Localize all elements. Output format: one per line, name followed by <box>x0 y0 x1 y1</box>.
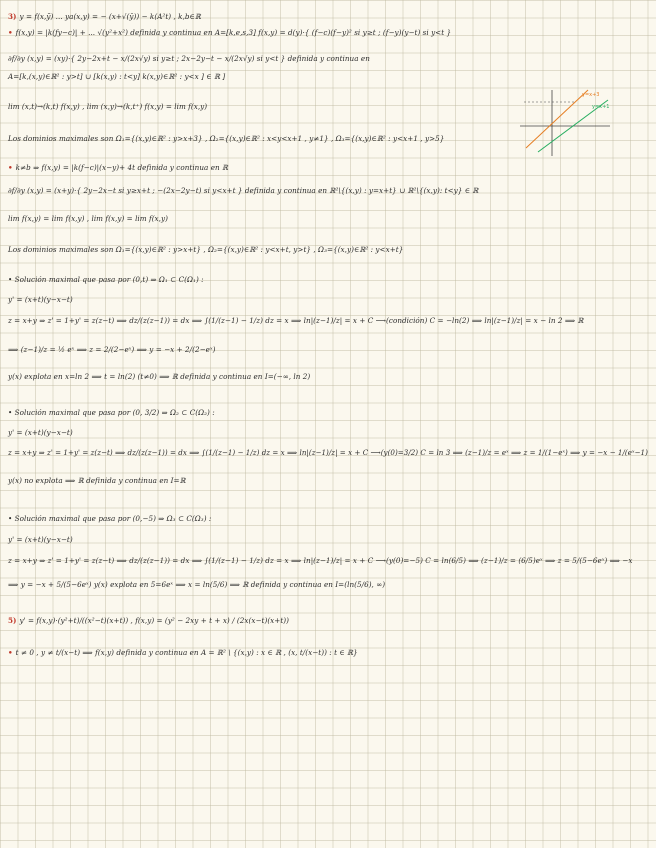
note-text: • Solución maximal que pasa por (0, 3/2) ⇒ Ω₂ ⊂ C(Ω₂) : <box>8 408 215 417</box>
note-line <box>8 295 73 304</box>
note-text: z = x+y ⇒ z' = 1+y' = z(z−t) ⟹ dz/(z(z−1)) = dx ⟹ ∫(1/(z−1) − 1/z) dz = x ⟹ ln|(z−1)/z| = x + C ⟶(y(0)=3/2) C = ln 3 ⟹ (z−1)/z = eˣ ⟹ z = 1/(1−eˣ) ⟹ y = −x − 1/(eˣ−1) <box>8 448 648 457</box>
note-line <box>8 275 204 284</box>
note-text: y' = (x+t)(y−x−t) <box>8 535 73 544</box>
note-text: y = f(x,ỹ) ... ya(x,y) = − (x+√(ȳ)) − k(A²t) , k,b∈ℝ <box>19 12 201 21</box>
note-text: y(x) no explota ⟹ ℝ definida y continua en I=ℝ <box>8 476 186 485</box>
note-line <box>8 616 289 625</box>
note-text: ∂f/∂y (x,y) = (x+y)·{ 2y−2x−t si y≥x+t ; −(2x−2y−t) si y<x+t } definida y continua en ℝ²\{(x,y) : y=x+t} ∪ ℝ²\{(x,y): t<y} ∈ ℝ <box>8 186 479 195</box>
bullet-mark: • <box>8 648 13 657</box>
note-text: • Solución maximal que pasa por (0,t) ⇒ Ω₁ ⊂ C(Ω₁) : <box>8 275 204 284</box>
note-text: z = x+y ⇒ z' = 1+y' = z(z−t) ⟹ dz/(z(z−1)) = dx ⟹ ∫(1/(z−1) − 1/z) dz = x ⟹ ln|(z−1)/z| = x + C ⟶(condición) C = −ln(2) ⟹ ln|(z−1)/z| = x − ln 2 ⟹ ℝ <box>8 316 584 325</box>
note-line <box>8 54 370 63</box>
note-text: ⟹ (z−1)/z = ½ eˣ ⟹ z = 2/(2−eˣ) ⟹ y = −x + 2/(2−eˣ) <box>8 345 216 354</box>
note-text: y' = (x+t)(y−x−t) <box>8 295 73 304</box>
note-line <box>8 345 215 354</box>
note-line <box>8 428 73 437</box>
green-line-label: y=x+1 <box>592 104 610 110</box>
note-line <box>8 214 168 223</box>
note-text: Los dominios maximales son Ω₁={(x,y)∈ℝ² : y>x+t} , Ω₂={(x,y)∈ℝ² : y<x+t, y>t} , Ω₃={(x,y)∈ℝ² : y<x+t} <box>8 245 404 254</box>
note-text: A=[k,(x,y)∈ℝ² : y>t] ∪ [k(x,y) : t<y] k(x,y)∈ℝ² : y<x ] ∈ ℝ ] <box>8 72 226 81</box>
note-text: lim f(x,y) = lim f(x,y) , lim f(x,y) = lim f(x,y) <box>8 214 168 223</box>
note-line <box>8 163 228 172</box>
note-line <box>8 134 444 143</box>
note-line <box>8 372 310 381</box>
note-text: y' = f(x,y)·(y²+t)/((x²−t)(x+t)) , f(x,y) = (y² − 2xy + t + x) / (2x(x−t)(x+t)) <box>19 616 289 625</box>
note-line <box>8 556 632 565</box>
note-line <box>8 245 403 254</box>
bullet-mark: • <box>8 163 13 172</box>
domain-sketch <box>518 86 614 158</box>
note-text: t ≠ 0 , y ≠ t/(x−t) ⟹ f(x,y) definida y continua en A = ℝ² \ {(x,y) : x ∈ ℝ , (x, t/(x−t)) : t ∈ ℝ} <box>15 648 358 657</box>
note-text: z = x+y ⇒ z' = 1+y' = z(z−t) ⟹ dz/(z(z−1)) = dx ⟹ ∫(1/(z−1) − 1/z) dz = x ⟹ ln|(z−1)/z| = x + C ⟶(y(0)=−5) C = ln(6/5) ⟹ (z−1)/z = (6/5)eˣ ⟹ z = 5/(5−6eˣ) ⟹ −x <box>8 556 633 565</box>
note-line <box>8 186 478 195</box>
note-line <box>8 102 207 111</box>
note-text: • Solución maximal que pasa por (0,−5) ⇒ Ω₃ ⊂ C(Ω₃) : <box>8 514 212 523</box>
note-line <box>8 408 215 417</box>
note-line <box>8 316 584 325</box>
note-text: ⟹ y = −x + 5/(5−6eˣ) y(x) explota en 5=6eˣ ⟹ x = ln(5/6) ⟹ ℝ definida y continua en I=(ln(5/6), ∞) <box>8 580 386 589</box>
note-text: f(x,y) = |k(ƒy−c)| + ... √(y²+x²) definida y continua en A=[k,e,s,3] f(x,y) = d(y)·{ (f−c)(f−y)² si y≥t ; (f−y)(y−t) si y<t } <box>15 28 452 37</box>
note-line <box>8 648 358 657</box>
note-text: k≠b ⇒ f(x,y) = |k(ƒ−c)|(x−y)+ 4t definida y continua en ℝ <box>15 163 229 172</box>
orange-line-label: y=x+3 <box>582 92 600 98</box>
item-label: 3) <box>8 12 17 21</box>
note-line <box>8 514 211 523</box>
note-line <box>8 448 648 457</box>
note-line <box>8 28 451 37</box>
note-line <box>8 476 186 485</box>
item-label: 5) <box>8 616 17 625</box>
note-text: y(x) explota en x=ln 2 ⟹ t = ln(2) (t≠0) ⟹ ℝ definida y continua en I=(−∞, ln 2) <box>8 372 311 381</box>
note-text: lim (x,t)→(k,t) f(x,y) , lim (x,y)→(k,t⁺) f(x,y) = lim f(x,y) <box>8 102 208 111</box>
note-line <box>8 72 225 81</box>
note-line <box>8 535 73 544</box>
note-line <box>8 12 201 21</box>
note-text: ∂f/∂y (x,y) = (xy)·{ 2y−2x+t − x/(2x√y) si y≥t ; 2x−2y−t − x/(2x√y) si y<t } definida y continua en <box>8 54 370 63</box>
note-text: y' = (x+t)(y−x−t) <box>8 428 73 437</box>
bullet-mark: • <box>8 28 13 37</box>
orange-boundary-line <box>526 90 588 148</box>
note-line <box>8 580 385 589</box>
note-text: Los dominios maximales son Ω₁={(x,y)∈ℝ² : y>x+3} , Ω₂={(x,y)∈ℝ² : x<y<x+1 , y≠1} , Ω₃={(x,y)∈ℝ² : y<x+1 , y>5} <box>8 134 445 143</box>
